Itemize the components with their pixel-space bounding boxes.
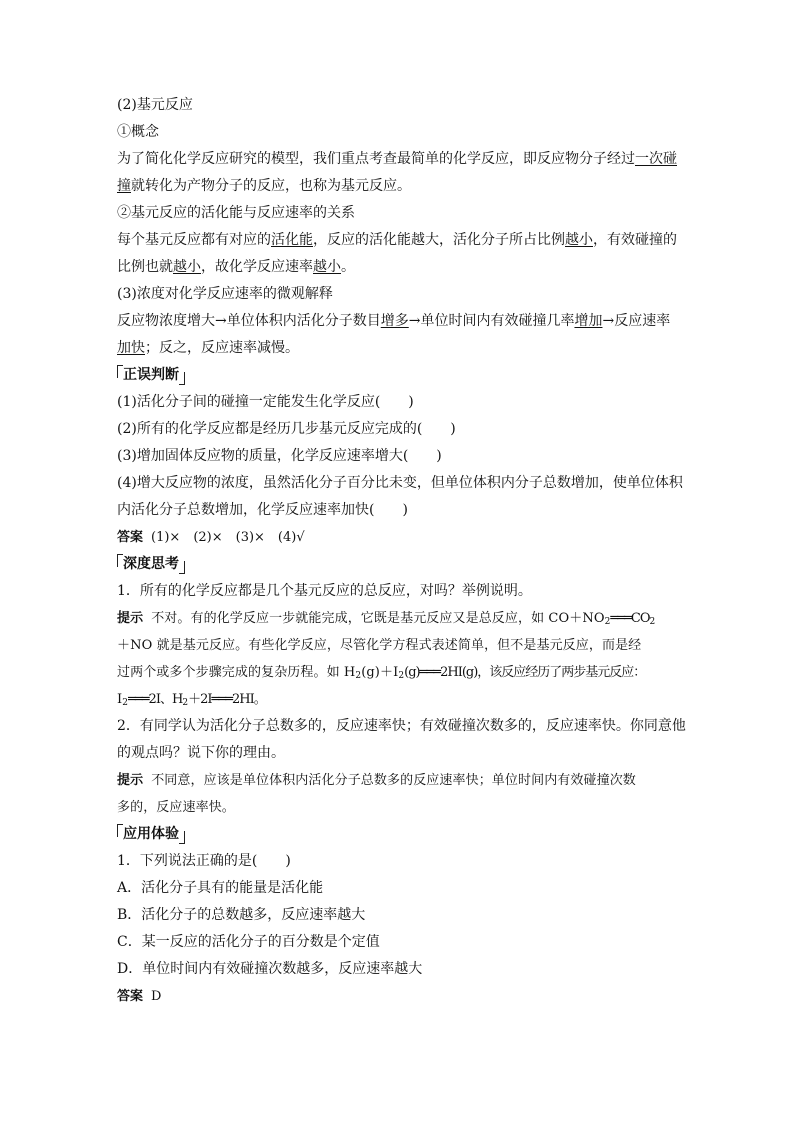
apply-header-label: 应用体验	[117, 821, 185, 848]
section-3-title: (3)浓度对化学反应速率的微观解释	[117, 286, 333, 302]
deep-question-2-line-2: 的观点吗？说下你的理由。	[117, 745, 285, 761]
judge-header-label: 正误判断	[117, 362, 185, 389]
section-3-line-1: 反应物浓度增大→单位体积内活化分子数目增多→单位时间内有效碰撞几率增加→反应速率	[117, 313, 671, 329]
deep-header-label: 深度思考	[117, 551, 185, 578]
concept-text-line-2: 撞就转化为产物分子的反应，也称为基元反应。	[117, 178, 411, 194]
apply-option-c: C．某一反应的活化分子的百分数是个定值	[117, 934, 380, 950]
deep-hint-1-line-2: ＋NO 就是基元反应。有些化学反应，尽管化学方程式表述简单，但不是基元反应，而是经	[117, 638, 642, 653]
judge-header	[117, 362, 681, 389]
deep-hint-1-line-3: 过两个或多个步骤完成的复杂历程。如 $H_2(g)+I_2(g)═══2HI(g)$，该反应经历了两步基元反应：	[117, 665, 646, 681]
deep-question-1: 1．所有的化学反应都是几个基元反应的总反应，对吗？举例说明。	[117, 583, 532, 599]
concept-text-line-1: 为了简化化学反应研究的模型，我们重点考查最简单的化学反应，即反应物分子经过一次碰	[117, 151, 677, 167]
deep-hint-1-line-4: $I_2═══2I$、$H_2+2I═══2HI$。	[117, 692, 266, 708]
relation-heading: ②基元反应的活化能与反应速率的关系	[117, 205, 355, 221]
deep-question-2-line-1: 2．有同学认为活化分子总数多的，反应速率快；有效碰撞次数多的，反应速率快。你同意他	[117, 718, 686, 734]
apply-answer: 答案 D	[117, 989, 162, 1004]
apply-option-d: D．单位时间内有效碰撞次数越多，反应速率越大	[117, 961, 423, 977]
judge-item-3: (3)增加固体反应物的质量，化学反应速率增大( )	[117, 448, 442, 464]
relation-text-line-1: 每个基元反应都有对应的活化能，反应的活化能越大，活化分子所占比例越小，有效碰撞的	[117, 232, 677, 248]
deep-hint-1-line-1: 提示 不对。有的化学反应一步就能完成，它既是基元反应又是总反应，如 $CO+NO_2═══CO_2$	[117, 611, 656, 627]
apply-question-1: 1．下列说法正确的是( )	[117, 853, 291, 869]
section-3-line-2: 加快；反之，反应速率减慢。	[117, 340, 299, 356]
apply-header	[117, 821, 681, 848]
judge-item-2: (2)所有的化学反应都是经历几步基元反应完成的( )	[117, 421, 456, 437]
judge-item-4-line-1: (4)增大反应物的浓度，虽然活化分子百分比未变，但单位体积内分子总数增加，使单位体积	[117, 475, 683, 491]
relation-text-line-2: 比例也就越小，故化学反应速率越小。	[117, 259, 355, 275]
deep-header	[117, 551, 681, 578]
apply-option-b: B．活化分子的总数越多，反应速率越大	[117, 907, 366, 923]
apply-option-a: A．活化分子具有的能量是活化能	[117, 880, 324, 896]
section-2-title: (2)基元反应	[117, 97, 193, 113]
deep-hint-2-line-1: 提示 不同意，应该是单位体积内活化分子总数多的反应速率快；单位时间内有效碰撞次数	[117, 773, 636, 788]
judge-item-4-line-2: 内活化分子总数增加，化学反应速率加快( )	[117, 502, 408, 518]
concept-heading: ①概念	[117, 124, 159, 140]
judge-answer: 答案 (1)× (2)× (3)× (4)√	[117, 530, 305, 545]
judge-item-1: (1)活化分子间的碰撞一定能发生化学反应( )	[117, 394, 414, 410]
deep-hint-2-line-2: 多的，反应速率快。	[117, 800, 235, 815]
document-page	[117, 92, 686, 1010]
